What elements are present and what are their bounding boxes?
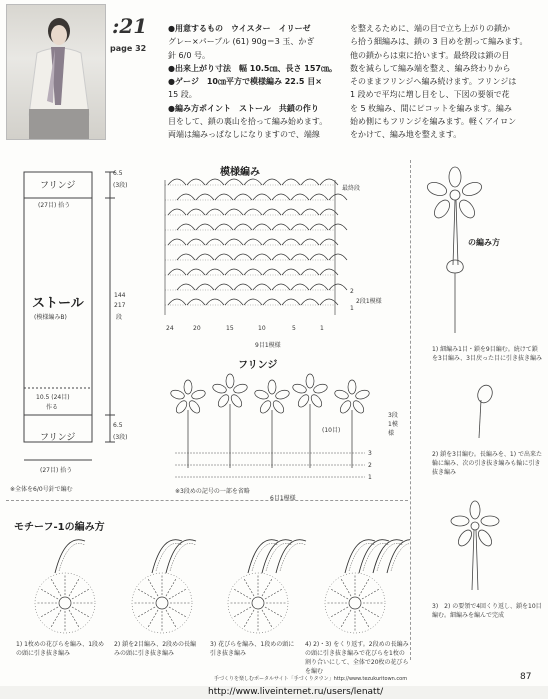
repeat-label: 2段1模様 <box>356 298 382 305</box>
motif-petal-stitches <box>280 543 306 571</box>
st-number: 15 <box>226 325 234 332</box>
motif-petal-stitches <box>391 543 410 571</box>
chart-arc <box>168 299 186 305</box>
chart-arc <box>225 299 243 305</box>
chart-arc <box>301 239 319 245</box>
chart-arc <box>206 239 224 245</box>
st-number: 10 <box>258 325 266 332</box>
chart-arc <box>282 299 300 305</box>
step-3-diagram <box>440 500 510 595</box>
chart-arc <box>206 179 224 185</box>
chart-arc <box>177 224 195 230</box>
stole-sub: (模様編みB) <box>34 314 67 321</box>
fringe-row-number: 3 <box>368 450 372 457</box>
step-1-text: 1) 細編み1目・鎖を9目編む。続けて鎖を3目編み、3目戻った目に引き抜き編み <box>432 346 542 362</box>
stole-title: ストール <box>32 296 84 311</box>
fringe-petal <box>306 374 314 388</box>
chart-arc <box>310 194 328 200</box>
page-reference: page 32 <box>110 44 147 53</box>
motif-spoke <box>244 579 254 596</box>
chart-arc <box>234 194 252 200</box>
chart-arc <box>301 209 319 215</box>
chart-arc <box>244 299 262 305</box>
chart-arc <box>187 299 205 305</box>
fringe-petal <box>212 383 228 395</box>
chart-arc <box>196 194 214 200</box>
fringe-note: ※3段めの記号の一部を省略 <box>175 488 250 495</box>
motif-petal-stitches <box>252 543 278 571</box>
chart-arc <box>168 239 186 245</box>
materials-line: を 5 枚編み、間にピコットを編みます。編み <box>350 103 512 113</box>
chart-arc <box>272 254 290 260</box>
length-unit: 段 <box>116 314 123 321</box>
fringe-petal <box>338 399 353 415</box>
bottom-rows: (3段) <box>113 434 128 441</box>
final-row-label: 最終段 <box>342 185 361 192</box>
fringe-rows-label: 3段1模様 <box>388 412 398 437</box>
materials-line: 他の鎖からは束に拾います。最終段は鎖の目 <box>350 50 510 60</box>
fringe-petal <box>174 399 189 415</box>
fringe-petal <box>275 389 291 401</box>
materials-line: ●用意するもの ウイスター イリーゼ <box>168 24 311 33</box>
motif-spoke <box>359 610 369 627</box>
motif-spoke <box>362 589 379 599</box>
motif-spoke <box>169 589 186 599</box>
section-divider <box>6 500 408 502</box>
chart-arc <box>253 194 271 200</box>
chart-arc <box>244 239 262 245</box>
chart-arc <box>301 299 319 305</box>
chart-arc <box>215 284 233 290</box>
chart-arc <box>196 284 214 290</box>
motif-spoke <box>362 607 379 617</box>
chart-arc <box>263 299 281 305</box>
chart-arc <box>244 209 262 215</box>
chart-arc <box>310 284 328 290</box>
chart-arc <box>177 284 195 290</box>
chart-arc <box>310 254 328 260</box>
chart-arc <box>253 254 271 260</box>
chart-arc <box>215 224 233 230</box>
motif-spoke <box>148 610 158 627</box>
fringe-petal <box>184 380 192 394</box>
motif-spoke <box>72 589 89 599</box>
watermark-url[interactable]: http://www.liveinternet.ru/users/lenatt/ <box>208 687 384 697</box>
chart-arc <box>310 224 328 230</box>
step-2-text: 2) 鎖を3目編む。長編みを、1) で出来た輪に編み、次の引き抜き編みも輪に引き抜き編み <box>432 451 542 476</box>
chart-arc <box>329 224 347 230</box>
fringe-petal <box>271 399 286 415</box>
materials-line: 15 段。 <box>168 90 197 100</box>
chart-arc <box>244 179 262 185</box>
fringe-petal <box>233 383 249 395</box>
step-2-diagram <box>455 380 505 440</box>
top-rows: (3段) <box>113 182 128 189</box>
motif-spoke <box>51 610 61 627</box>
materials-line: 針 6/0 号。 <box>168 50 210 60</box>
chart-arc <box>301 179 319 185</box>
motif-spoke <box>359 579 369 596</box>
motif-spoke <box>138 607 155 617</box>
motif-caption-3: 3) 花びらを編み、1段めの頭に引き抜き編み <box>210 641 295 657</box>
chart-arc <box>263 239 281 245</box>
chart-arc <box>291 194 309 200</box>
chart-arc <box>177 194 195 200</box>
chart-arc <box>244 269 262 275</box>
materials-line: 始め側にもフリンジを編みます。軽くアイロン <box>350 117 517 127</box>
motif-petal-stitches <box>363 543 389 571</box>
fringe-petal <box>187 399 202 415</box>
model-illustration <box>7 5 105 139</box>
materials-line: ●出来上がり寸法 幅 10.5㎝、長さ 157㎝。 <box>168 63 337 73</box>
motif-spoke <box>234 607 251 617</box>
chart-arc <box>168 209 186 215</box>
stitch-repeat-label: 9目1模様 <box>255 342 281 349</box>
motif-ring <box>325 573 385 633</box>
fringe-petal <box>351 399 366 415</box>
fringe-bottom-label: フリンジ <box>40 433 76 443</box>
fringe-petal <box>216 393 231 409</box>
materials-line: 両端は編みっぱなしになりますので、端線 <box>168 130 320 140</box>
chart-arc <box>168 269 186 275</box>
footer-credit: 手づくりを楽しむポータルサイト「手づくりタウン」http://www.tezukuritown.com <box>214 676 408 682</box>
length-rows: 217 <box>114 302 126 309</box>
chart-arc <box>282 269 300 275</box>
motif-caption-2: 2) 鎖を2目編み、2段めの長編みの頭に引き抜き編み <box>114 641 197 657</box>
fringe-petal <box>170 389 186 401</box>
pattern-chart-title: 模様編み <box>220 167 260 178</box>
fringe-petal <box>355 389 371 401</box>
fringe-petal <box>296 393 311 409</box>
materials-line: そのままフリンジへ編み続けます。フリンジは <box>350 77 517 87</box>
chart-arc <box>234 284 252 290</box>
chart-arc <box>187 239 205 245</box>
motif-spoke <box>72 607 89 617</box>
fringe-row-number: 1 <box>368 474 372 481</box>
row-1-label: 1 <box>350 305 354 312</box>
chart-arc <box>329 284 347 290</box>
chart-arc <box>225 269 243 275</box>
motif-spoke <box>262 579 272 596</box>
motif-spoke <box>262 610 272 627</box>
length-cm: 144 <box>114 292 126 299</box>
motif-caption-4: 4) 2)・3) をくり返す。2段めの長編みの頭に引き抜き編みで花びらを1枚の割り合いにして、全体で20枚の花びらを編む <box>305 641 409 675</box>
motif-center <box>252 597 264 609</box>
fringe-petal <box>191 389 207 401</box>
motif-petal-stitches <box>156 543 182 571</box>
motif-spoke <box>148 579 158 596</box>
chart-arc <box>282 209 300 215</box>
chart-arc <box>215 254 233 260</box>
chart-arc <box>196 254 214 260</box>
motif-center <box>349 597 361 609</box>
chart-arc <box>225 239 243 245</box>
motif-spoke <box>244 610 254 627</box>
fringe-chart-diagram <box>160 368 380 488</box>
motif-spoke <box>341 610 351 627</box>
pickup-top: (27目) 拾う <box>38 202 71 209</box>
pattern-number: :21 <box>112 14 148 38</box>
page-number: 87 <box>520 672 532 682</box>
chart-arc <box>282 239 300 245</box>
chart-arc <box>177 254 195 260</box>
chart-arc <box>272 284 290 290</box>
motif-spoke <box>234 589 251 599</box>
fringe-bracket-label: (10目) <box>322 427 341 434</box>
chart-arc <box>291 254 309 260</box>
stole-schematic <box>10 160 145 495</box>
motif-spoke <box>41 607 58 617</box>
motif-spoke <box>265 607 282 617</box>
materials-column-2 <box>350 22 540 142</box>
motif-caption-1: 1) 1枚めの花びらを編み、1段めの頭に引き抜き編み <box>16 641 105 657</box>
motif-spoke <box>341 579 351 596</box>
st-number: 5 <box>292 325 296 332</box>
step-3-text: 3) 2) の要領で4回くり返し、鎖を10目編む。細編みを編んで完成 <box>432 603 542 619</box>
chart-arc <box>272 224 290 230</box>
width-note: 作る <box>46 404 59 411</box>
motif-spoke <box>51 579 61 596</box>
chart-arc <box>206 209 224 215</box>
row-2-label: 2 <box>350 288 354 295</box>
fringe-petal <box>254 389 270 401</box>
materials-line: グレー×パープル (61) 90g＝3 玉、かぎ <box>168 37 315 47</box>
fringe-petal <box>229 393 244 409</box>
motif-spoke <box>331 607 348 617</box>
bottom-pickup: (27目) 拾う <box>40 467 73 474</box>
materials-line: 数を減らして編み端を整え、編み終わりから <box>350 63 511 73</box>
motif-spoke <box>265 589 282 599</box>
chart-arc <box>215 194 233 200</box>
fringe-petal <box>292 383 308 395</box>
chart-arc <box>329 254 347 260</box>
motif-petal-stitches <box>266 543 292 571</box>
chart-arc <box>206 269 224 275</box>
chart-arc <box>187 269 205 275</box>
chart-arc <box>234 254 252 260</box>
fringe-petal <box>334 389 350 401</box>
motif-petal-stitches <box>59 543 85 571</box>
step-1-diagram <box>425 255 485 340</box>
chart-arc <box>187 209 205 215</box>
chart-arc <box>263 209 281 215</box>
fringe-stitch-repeat: 6目1模様 <box>270 495 296 502</box>
motif-center <box>59 597 71 609</box>
motif-title: モチーフ-1の編み方 <box>14 522 105 533</box>
motif-spoke <box>331 589 348 599</box>
chart-arc <box>225 209 243 215</box>
motif-spoke <box>169 607 186 617</box>
motif-petal <box>55 540 85 573</box>
motif-petal-stitches <box>377 543 403 571</box>
st-number: 24 <box>166 325 174 332</box>
chart-arc <box>234 224 252 230</box>
motif-spoke <box>69 579 79 596</box>
materials-line: ら拾う細編みは、鎖の 3 目めを割って編みます。 <box>350 37 528 47</box>
chart-arc <box>168 179 186 185</box>
fringe-chart-title: フリンジ <box>238 360 278 371</box>
fringe-petal <box>258 399 273 415</box>
chart-arc <box>253 284 271 290</box>
motif-spoke <box>138 589 155 599</box>
column-divider <box>410 160 412 660</box>
fringe-row-number: 2 <box>368 462 372 469</box>
right-section-title: の編み方 <box>468 238 500 247</box>
motif-ring <box>35 573 95 633</box>
chart-arc <box>301 269 319 275</box>
chart-arc <box>187 179 205 185</box>
fringe-top-label: フリンジ <box>40 181 76 191</box>
motif-spoke <box>41 589 58 599</box>
materials-column-1 <box>168 22 346 142</box>
materials-line: 1 段めで平均に増し目をし、下図の要領で花 <box>350 90 510 100</box>
materials-line: をかけて、編み地を整えます。 <box>350 130 462 140</box>
fringe-petal <box>226 374 234 388</box>
pattern-chart-diagram <box>160 175 370 325</box>
motif-ring <box>228 573 288 633</box>
model-photo <box>6 4 106 140</box>
needle-note: ※全体を6/0号針で編む <box>10 486 73 493</box>
motif-petal-stitches <box>170 543 196 571</box>
motif-spoke <box>69 610 79 627</box>
chart-arc <box>225 179 243 185</box>
chart-arc <box>272 194 290 200</box>
chart-arc <box>196 224 214 230</box>
motif-petal-stitches <box>349 543 375 571</box>
width-cm: 10.5 (24目) <box>36 394 70 401</box>
chart-arc <box>282 179 300 185</box>
materials-line: ●ゲージ 10㎝平方で模様編み 22.5 目× <box>168 77 322 87</box>
bottom-dim: 6.5 <box>113 422 123 429</box>
materials-line: 目をして、鎖の裏山を拾って編み始めます。 <box>168 117 328 127</box>
chart-arc <box>253 224 271 230</box>
materials-line: を整えるために、端の目で立ち上がりの鎖か <box>350 24 510 33</box>
motif-diagrams <box>10 515 410 640</box>
st-number: 20 <box>193 325 201 332</box>
motif-spoke <box>166 610 176 627</box>
motif-center <box>156 597 168 609</box>
chart-arc <box>291 224 309 230</box>
st-number: 1 <box>320 325 324 332</box>
fringe-petal <box>309 393 324 409</box>
fringe-petal <box>268 380 276 394</box>
chart-arc <box>206 299 224 305</box>
motif-ring <box>132 573 192 633</box>
top-dim: 6.5 <box>113 170 123 177</box>
chart-arc <box>291 284 309 290</box>
chart-arc <box>263 179 281 185</box>
fringe-petal <box>313 383 329 395</box>
chart-arc <box>263 269 281 275</box>
fringe-petal <box>348 380 356 394</box>
chart-arc <box>329 194 347 200</box>
materials-line: ●編み方ポイント ストール 共鎖の作り <box>168 103 319 113</box>
motif-spoke <box>166 579 176 596</box>
